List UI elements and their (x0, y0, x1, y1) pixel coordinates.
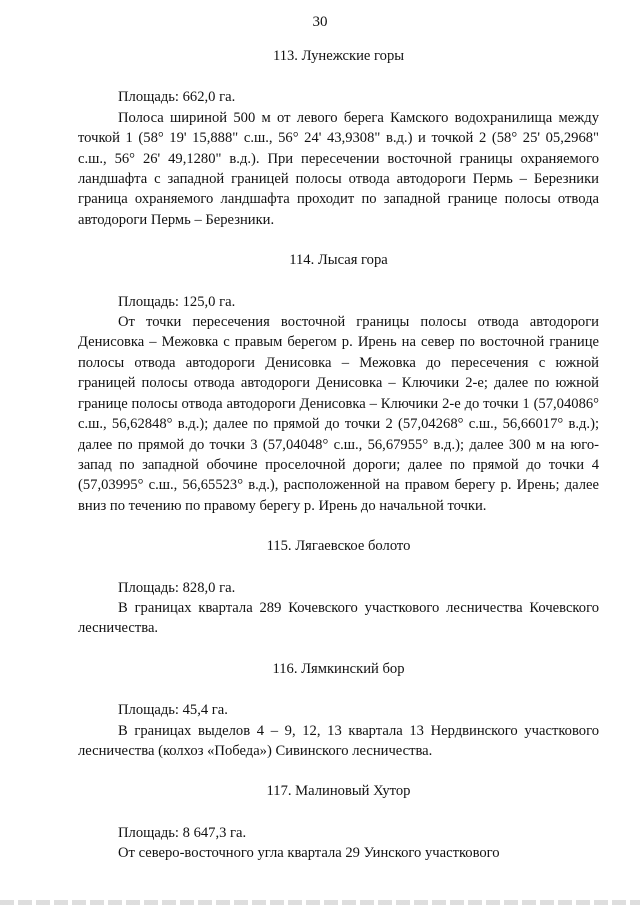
section-117 (78, 781, 599, 863)
section-115 (78, 536, 599, 639)
section-title: 114. Лысая гора (289, 252, 388, 269)
section-116 (78, 659, 599, 762)
section-description: От северо-восточного угла квартала 29 Уинского участкового (118, 845, 500, 862)
section-113 (78, 46, 599, 230)
section-114 (78, 250, 599, 516)
section-area: Площадь: 125,0 га. (118, 293, 236, 310)
section-title: 117. Малиновый Хутор (266, 783, 411, 800)
section-area: Площадь: 828,0 га. (118, 579, 236, 596)
section-description: В границах квартала 289 Кочевского участкового лесничества Кочевского лесничества. (78, 599, 599, 637)
section-area: Площадь: 45,4 га. (118, 702, 228, 719)
section-title: 115. Лягаевское болото (266, 538, 411, 555)
section-title: 116. Лямкинский бор (272, 660, 405, 677)
page-number: 30 (312, 14, 328, 30)
section-title: 113. Лунежские горы (272, 48, 405, 64)
section-description: В границах выделов 4 – 9, 12, 13 квартала 13 Нердвинского участкового лесничества (колхоз «Победа») Сивинского лесничества. (78, 722, 599, 759)
section-description: Полоса шириной 500 м от левого берега Камского водохранилища между точкой 1 (58° 19' 15,888" с.ш., 56° 24' 43,9308" в.д.) и точкой 2 (58° 25' 05,2968" с.ш., 56° 26' 49,1280" в.д.). При пересечении восточной границы охраняемого ландшафта с западной границей полосы отвода автодороги Пермь – Березники граница охраняемого ландшафта проходит по западной границе полосы отвода автодороги Пермь – Березники. (78, 109, 599, 228)
section-description: От точки пересечения восточной границы полосы отвода автодороги Денисовка – Межовка с правым берегом р. Ирень на север по восточной границе полосы отвода автодороги Денисовка – Межовка до пересечения с южной границей полосы отвода автодороги Денисовка – Ключики 2-е; далее по южной границе полосы отвода автодороги Денисовка – Ключики 2-е до точки 1 (57,04086° с.ш., 56,62848° в.д.); далее по прямой до точки 2 (57,04268° с.ш., 56,66017° в.д.); далее по прямой до точки 3 (57,04048° с.ш., 56,67955° в.д.); далее 300 м на юго-запад по западной обочине проселочной дороги; далее по прямой до точки 4 (57,03995° с.ш., 56,65523° в.д.), расположенной на правом берегу р. Ирень; далее вниз по течению по правому берегу р. Ирень до начальной точки. (78, 314, 599, 514)
scan-edge-artifact (0, 900, 640, 905)
section-area: Площадь: 8 647,3 га. (118, 824, 247, 841)
document-body (78, 46, 599, 864)
section-area: Площадь: 662,0 га. (118, 89, 236, 106)
